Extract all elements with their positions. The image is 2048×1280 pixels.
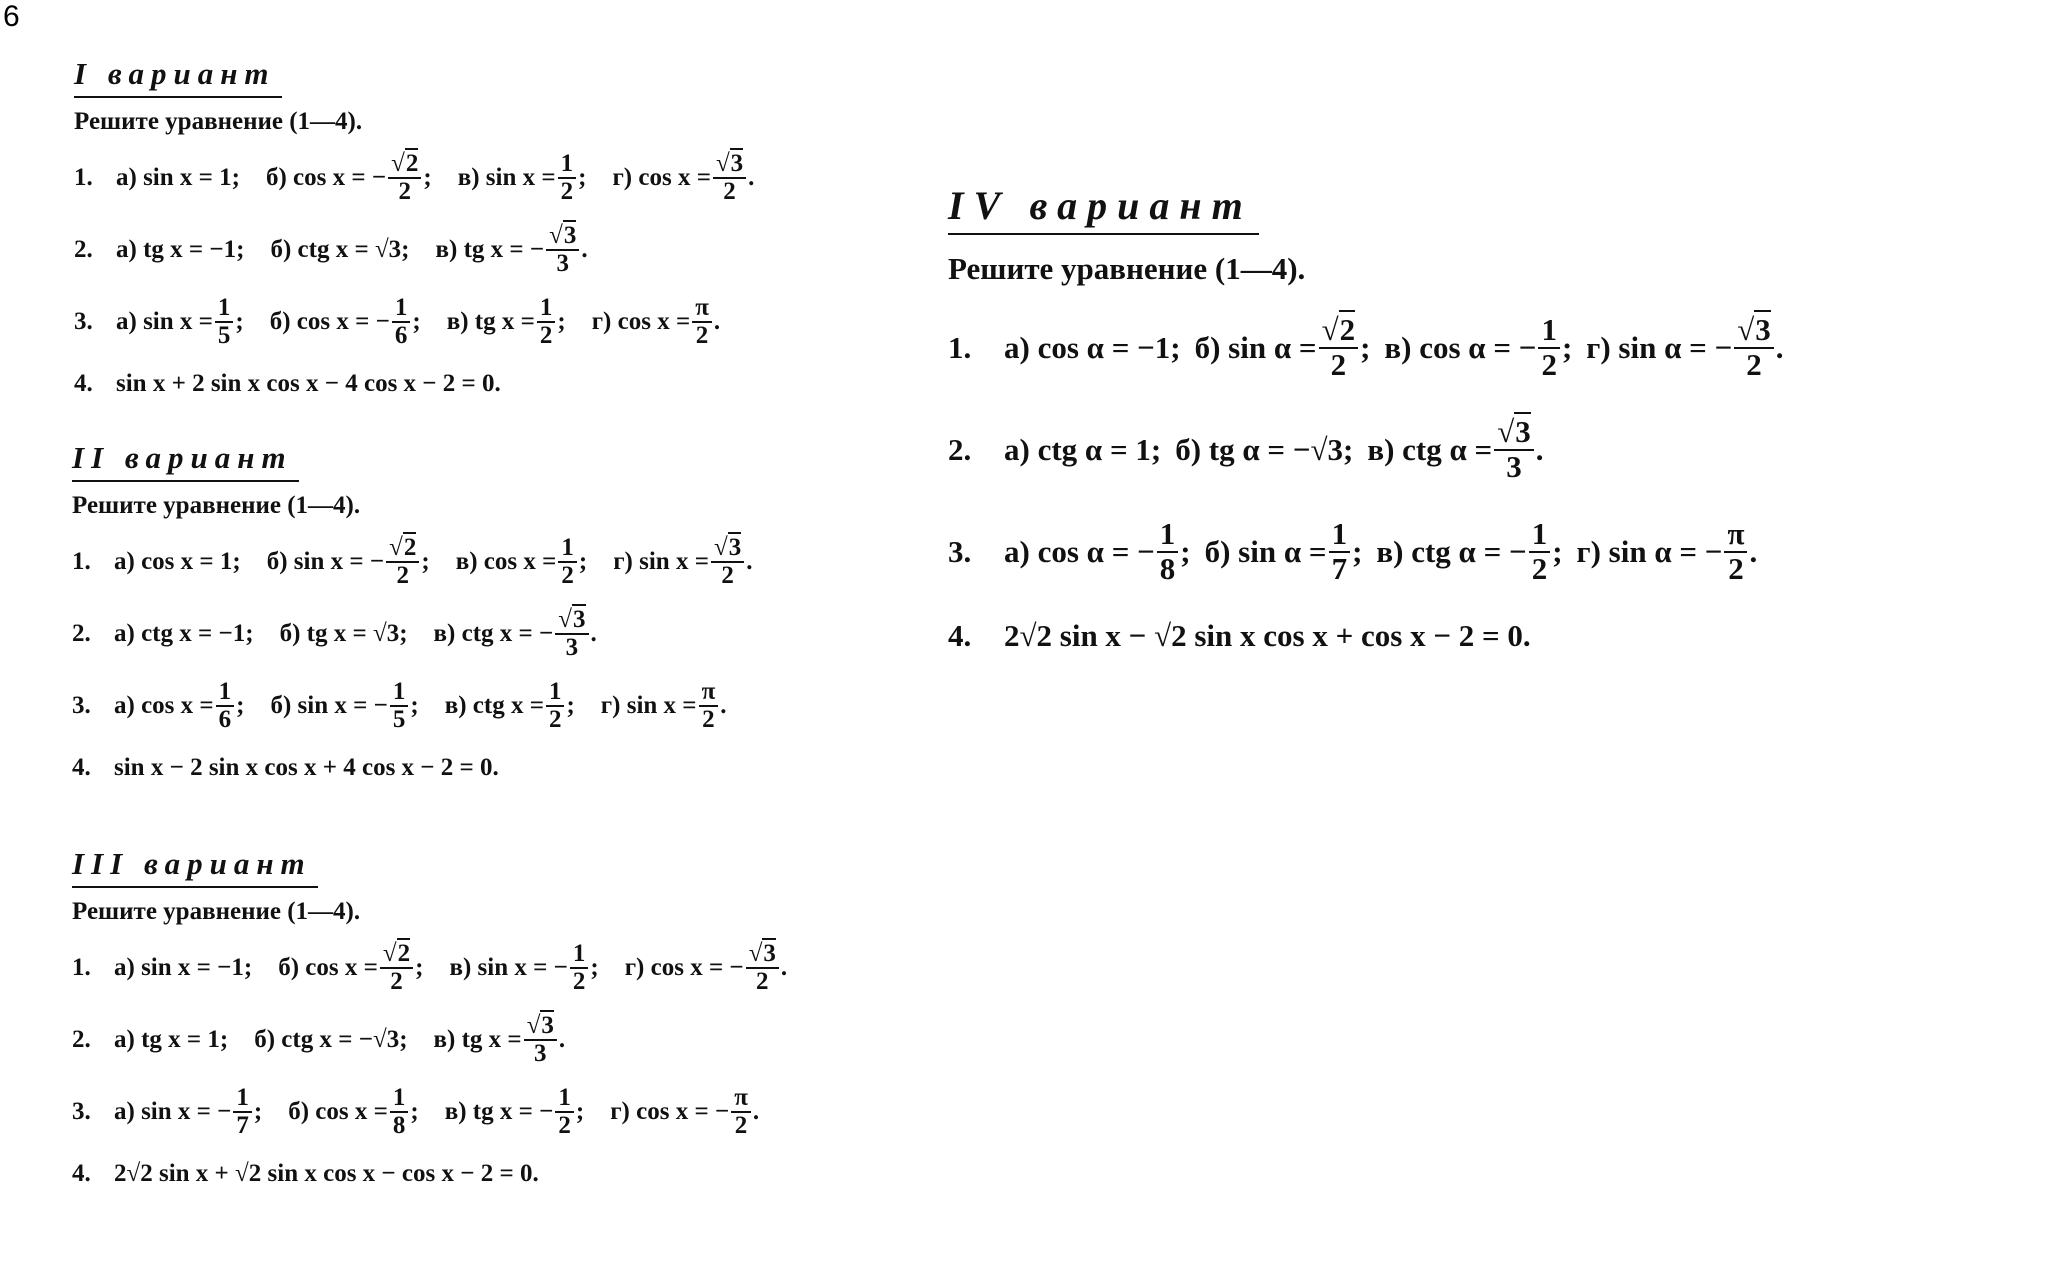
instruction-text: Решите уравнение (1—4). [948,251,1306,286]
equation-part: г) cos x = $\frac{\pi}{2}$ . [591,293,721,349]
equation-part: в) tg x = − $\frac{1}{2}$ ; [444,1083,585,1139]
equation-part: г) sin x = $\frac{\pi}{2}$ . [600,677,727,733]
task-number: 3. [72,1098,91,1125]
task-number: 2. [74,236,93,263]
equation-part: г) sin α = − $\frac{√3}{2}$ . [1586,312,1784,382]
equation-part: 2√2 sin x + √2 sin x cos x − cos x − 2 = 0. [114,1160,539,1187]
equation-part: б) sin α = $\frac{√2}{2}$ ; [1194,312,1371,382]
equation-part: sin x − 2 sin x cos x + 4 cos x − 2 = 0. [114,754,499,781]
equation-part: а) tg x = 1; [114,1026,229,1053]
equation-part: в) ctg α = − $\frac{1}{2}$ ; [1376,516,1563,586]
task-row [72,526,778,598]
equation-part: б) sin x = − $\frac{√2}{2}$ ; [266,533,430,589]
task-number: 4. [72,754,91,781]
task-row [72,1148,813,1200]
equation-part: а) cos x = 1; [114,548,241,575]
equation-part: б) tg α = −√3; [1175,432,1354,467]
task-number: 1. [948,330,972,365]
task-row [72,598,778,670]
task-number: 1. [72,548,91,575]
variant-title: III вариант [72,846,318,888]
task-row [948,603,1798,669]
variant-1 [74,56,780,410]
instruction-text: Решите уравнение (1—4). [72,492,361,519]
equation-part: в) sin x = − $\frac{1}{2}$ ; [449,939,599,995]
task-number: 3. [948,534,972,569]
equation-part: г) cos x = − $\frac{\pi}{2}$ . [610,1083,760,1139]
equation-part: г) sin α = − $\frac{\pi}{2}$ . [1576,516,1758,586]
equation-part: г) sin x = $\frac{√3}{2}$ . [613,533,753,589]
equation-part: б) cos x = − $\frac{√2}{2}$ ; [265,149,432,205]
equation-part: б) sin x = − $\frac{1}{5}$ ; [270,677,419,733]
task-row [72,1004,813,1076]
equation-part: в) ctg x = − $\frac{√3}{3}$ . [433,605,597,661]
equation-part: а) ctg α = 1; [1004,432,1162,467]
task-row [74,358,780,410]
variant-title: IV вариант [948,182,1259,235]
equation-part: а) cos α = −1; [1004,330,1181,365]
task-number: 4. [72,1160,91,1187]
instruction-text: Решите уравнение (1—4). [72,898,361,925]
task-row [72,670,778,742]
variant-title: II вариант [72,440,299,482]
task-row [72,742,778,794]
task-number: 1. [74,164,93,191]
equation-part: г) cos x = $\frac{√3}{2}$ . [612,149,755,205]
task-number: 2. [72,1026,91,1053]
variant-title: I вариант [74,56,282,98]
equation-part: а) cos α = − $\frac{1}{8}$ ; [1004,516,1191,586]
equation-part: в) ctg x = $\frac{1}{2}$ ; [444,677,575,733]
task-row [948,501,1798,603]
task-number: 3. [74,308,93,335]
variant-2 [72,440,778,794]
equation-part: в) tg x = $\frac{1}{2}$ ; [446,293,566,349]
equation-part: б) cos x = − $\frac{1}{6}$ ; [269,293,421,349]
equation-part: г) cos x = − $\frac{√3}{2}$ . [624,939,788,995]
instruction-text: Решите уравнение (1—4). [74,108,363,135]
equation-part: в) tg x = $\frac{√3}{3}$ . [433,1011,566,1067]
equation-part: в) sin x = $\frac{1}{2}$ ; [457,149,587,205]
equation-part: б) ctg x = √3; [270,236,410,263]
equation-part: б) sin α = $\frac{1}{7}$ ; [1204,516,1363,586]
task-row [74,214,780,286]
equation-part: а) tg x = −1; [116,236,245,263]
equation-part: а) cos x = $\frac{1}{6}$ ; [114,677,245,733]
equation-part: б) tg x = √3; [279,620,408,647]
variant-4 [948,182,1798,669]
task-row [72,1076,813,1148]
equation-part: а) sin x = −1; [114,954,253,981]
equation-part: в) cos α = − $\frac{1}{2}$ ; [1384,312,1573,382]
equation-part: а) sin x = − $\frac{1}{7}$ ; [114,1083,263,1139]
equation-part: в) cos x = $\frac{1}{2}$ ; [455,533,588,589]
page-number: 6 [3,0,20,33]
equation-part: б) cos x = $\frac{√2}{2}$ ; [278,939,424,995]
equation-part: б) ctg x = −√3; [254,1026,408,1053]
equation-part: а) sin x = 1; [116,164,240,191]
task-row [948,297,1798,399]
task-row [74,142,780,214]
task-number: 1. [72,954,91,981]
task-row [74,286,780,358]
task-number: 3. [72,692,91,719]
equation-part: 2√2 sin x − √2 sin x cos x + cos x − 2 = 0. [1004,618,1531,653]
equation-part: sin x + 2 sin x cos x − 4 cos x − 2 = 0. [116,370,501,397]
equation-part: а) sin x = $\frac{1}{5}$ ; [116,293,244,349]
task-number: 2. [948,432,972,467]
task-number: 4. [74,370,93,397]
equation-part: а) ctg x = −1; [114,620,254,647]
variant-3 [72,846,813,1200]
equation-part: в) ctg α = $\frac{√3}{3}$ . [1367,414,1544,484]
task-row [948,399,1798,501]
task-row [72,932,813,1004]
equation-part: б) cos x = $\frac{1}{8}$ ; [288,1083,419,1139]
task-number: 2. [72,620,91,647]
task-number: 4. [948,618,972,653]
equation-part: в) tg x = − $\frac{√3}{3}$ . [435,221,588,277]
